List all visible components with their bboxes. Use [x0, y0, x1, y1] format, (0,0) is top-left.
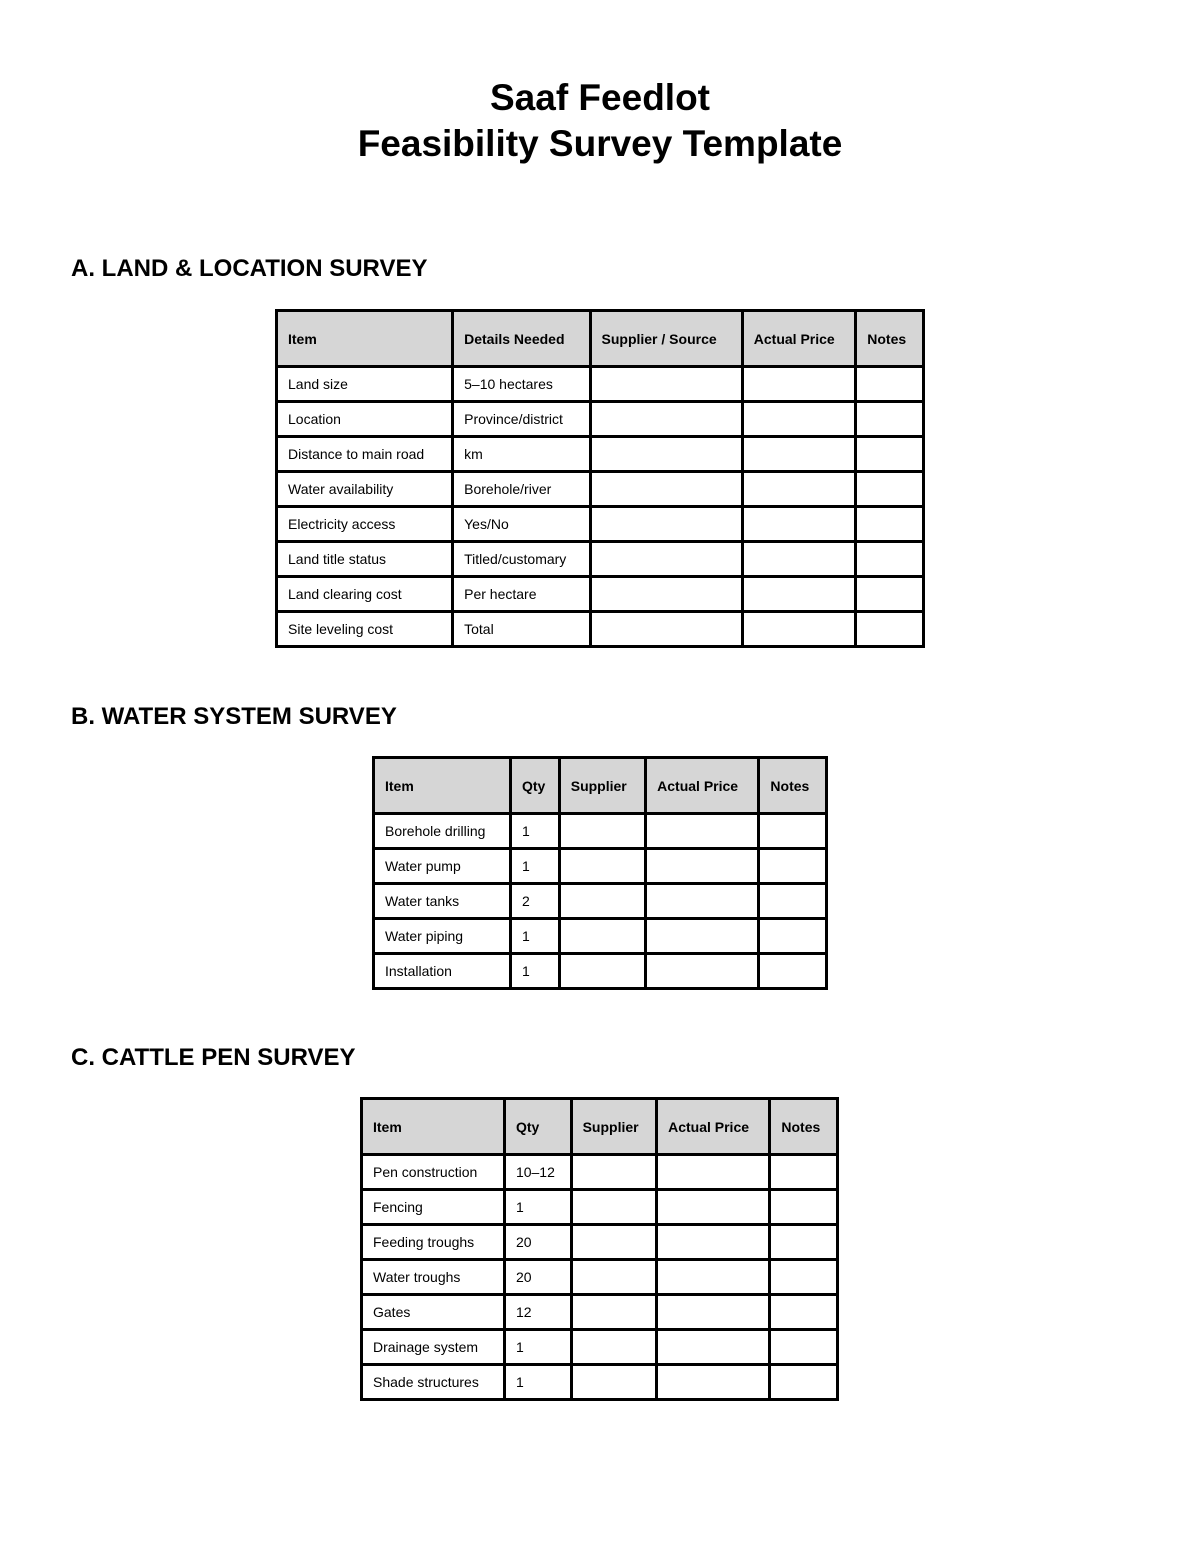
column-header: Item	[374, 758, 511, 814]
details-cell: Province/district	[453, 402, 590, 437]
qty-cell: 1	[510, 849, 559, 884]
price-cell[interactable]	[742, 367, 856, 402]
supplier-cell[interactable]	[559, 814, 645, 849]
document-title: Saaf Feedlot	[490, 77, 710, 118]
price-cell[interactable]	[657, 1365, 770, 1400]
item-cell: Location	[277, 402, 453, 437]
column-header: Actual Price	[742, 311, 856, 367]
column-header: Notes	[759, 758, 827, 814]
water-system-table	[372, 756, 828, 990]
notes-cell[interactable]	[856, 577, 924, 612]
item-cell: Land title status	[277, 542, 453, 577]
price-cell[interactable]	[742, 507, 856, 542]
notes-cell[interactable]	[759, 849, 827, 884]
supplier-cell[interactable]	[571, 1155, 657, 1190]
supplier-cell[interactable]	[590, 437, 742, 472]
supplier-cell[interactable]	[590, 472, 742, 507]
item-cell: Borehole drilling	[374, 814, 511, 849]
supplier-cell[interactable]	[559, 919, 645, 954]
notes-cell[interactable]	[856, 367, 924, 402]
table-header-row	[374, 758, 827, 814]
item-cell: Distance to main road	[277, 437, 453, 472]
column-header: Supplier	[559, 758, 645, 814]
notes-cell[interactable]	[770, 1190, 838, 1225]
supplier-cell[interactable]	[590, 402, 742, 437]
table-row	[362, 1155, 838, 1190]
details-cell: 5–10 hectares	[453, 367, 590, 402]
notes-cell[interactable]	[759, 919, 827, 954]
column-header: Details Needed	[453, 311, 590, 367]
column-header: Supplier / Source	[590, 311, 742, 367]
table-row	[362, 1190, 838, 1225]
qty-cell: 1	[510, 814, 559, 849]
table-row	[277, 402, 924, 437]
column-header: Notes	[770, 1099, 838, 1155]
notes-cell[interactable]	[759, 954, 827, 989]
table-row	[374, 919, 827, 954]
price-cell[interactable]	[646, 919, 759, 954]
table-row	[374, 884, 827, 919]
supplier-cell[interactable]	[571, 1365, 657, 1400]
table-row	[374, 849, 827, 884]
supplier-cell[interactable]	[559, 954, 645, 989]
notes-cell[interactable]	[856, 542, 924, 577]
item-cell: Feeding troughs	[362, 1225, 505, 1260]
item-cell: Shade structures	[362, 1365, 505, 1400]
item-cell: Water tanks	[374, 884, 511, 919]
column-header: Qty	[504, 1099, 571, 1155]
table-row	[277, 542, 924, 577]
price-cell[interactable]	[742, 577, 856, 612]
notes-cell[interactable]	[770, 1295, 838, 1330]
supplier-cell[interactable]	[590, 507, 742, 542]
price-cell[interactable]	[742, 612, 856, 647]
notes-cell[interactable]	[759, 814, 827, 849]
notes-cell[interactable]	[770, 1330, 838, 1365]
price-cell[interactable]	[742, 402, 856, 437]
table-row	[277, 472, 924, 507]
item-cell: Water piping	[374, 919, 511, 954]
details-cell: Borehole/river	[453, 472, 590, 507]
column-header: Supplier	[571, 1099, 657, 1155]
table-row	[362, 1295, 838, 1330]
supplier-cell[interactable]	[571, 1260, 657, 1295]
item-cell: Water availability	[277, 472, 453, 507]
qty-cell: 10–12	[504, 1155, 571, 1190]
notes-cell[interactable]	[770, 1155, 838, 1190]
qty-cell: 20	[504, 1225, 571, 1260]
item-cell: Water troughs	[362, 1260, 505, 1295]
item-cell: Installation	[374, 954, 511, 989]
price-cell[interactable]	[742, 542, 856, 577]
column-header: Item	[277, 311, 453, 367]
qty-cell: 1	[504, 1365, 571, 1400]
details-cell: Total	[453, 612, 590, 647]
column-header: Item	[362, 1099, 505, 1155]
item-cell: Water pump	[374, 849, 511, 884]
price-cell[interactable]	[742, 472, 856, 507]
column-header: Notes	[856, 311, 924, 367]
notes-cell[interactable]	[770, 1225, 838, 1260]
table-row	[362, 1225, 838, 1260]
notes-cell[interactable]	[759, 884, 827, 919]
column-header: Actual Price	[657, 1099, 770, 1155]
table-row	[374, 814, 827, 849]
column-header: Qty	[510, 758, 559, 814]
price-cell[interactable]	[742, 437, 856, 472]
qty-cell: 1	[510, 954, 559, 989]
price-cell[interactable]	[646, 849, 759, 884]
item-cell: Gates	[362, 1295, 505, 1330]
qty-cell: 20	[504, 1260, 571, 1295]
table-row	[362, 1365, 838, 1400]
qty-cell: 1	[504, 1190, 571, 1225]
supplier-cell[interactable]	[571, 1330, 657, 1365]
item-cell: Drainage system	[362, 1330, 505, 1365]
price-cell[interactable]	[646, 814, 759, 849]
price-cell[interactable]	[657, 1155, 770, 1190]
item-cell: Site leveling cost	[277, 612, 453, 647]
details-cell: Titled/customary	[453, 542, 590, 577]
supplier-cell[interactable]	[571, 1190, 657, 1225]
item-cell: Fencing	[362, 1190, 505, 1225]
notes-cell[interactable]	[770, 1365, 838, 1400]
supplier-cell[interactable]	[590, 577, 742, 612]
supplier-cell[interactable]	[559, 884, 645, 919]
supplier-cell[interactable]	[559, 849, 645, 884]
item-cell: Pen construction	[362, 1155, 505, 1190]
table-header-row	[362, 1099, 838, 1155]
qty-cell: 1	[510, 919, 559, 954]
table-row	[362, 1260, 838, 1295]
table-row	[374, 954, 827, 989]
water-system-heading: B. WATER SYSTEM SURVEY	[71, 703, 397, 730]
item-cell: Land clearing cost	[277, 577, 453, 612]
item-cell: Land size	[277, 367, 453, 402]
table-header-row	[277, 311, 924, 367]
qty-cell: 12	[504, 1295, 571, 1330]
cattle-pen-table	[360, 1097, 839, 1401]
notes-cell[interactable]	[856, 402, 924, 437]
cattle-pen-heading: C. CATTLE PEN SURVEY	[71, 1044, 356, 1071]
price-cell[interactable]	[657, 1190, 770, 1225]
price-cell[interactable]	[657, 1225, 770, 1260]
price-cell[interactable]	[657, 1295, 770, 1330]
price-cell[interactable]	[646, 884, 759, 919]
item-cell: Electricity access	[277, 507, 453, 542]
details-cell: Yes/No	[453, 507, 590, 542]
price-cell[interactable]	[657, 1330, 770, 1365]
supplier-cell[interactable]	[590, 367, 742, 402]
column-header: Actual Price	[646, 758, 759, 814]
qty-cell: 2	[510, 884, 559, 919]
details-cell: Per hectare	[453, 577, 590, 612]
notes-cell[interactable]	[856, 507, 924, 542]
land-location-heading: A. LAND & LOCATION SURVEY	[71, 255, 428, 282]
table-row	[277, 507, 924, 542]
qty-cell: 1	[504, 1330, 571, 1365]
details-cell: km	[453, 437, 590, 472]
document-subtitle: Feasibility Survey Template	[357, 123, 843, 164]
supplier-cell[interactable]	[571, 1295, 657, 1330]
table-row	[362, 1330, 838, 1365]
price-cell[interactable]	[646, 954, 759, 989]
notes-cell[interactable]	[770, 1260, 838, 1295]
table-row	[277, 437, 924, 472]
supplier-cell[interactable]	[590, 612, 742, 647]
notes-cell[interactable]	[856, 612, 924, 647]
notes-cell[interactable]	[856, 472, 924, 507]
price-cell[interactable]	[657, 1260, 770, 1295]
table-row	[277, 612, 924, 647]
supplier-cell[interactable]	[590, 542, 742, 577]
notes-cell[interactable]	[856, 437, 924, 472]
table-row	[277, 367, 924, 402]
land-location-table	[275, 309, 925, 648]
table-row	[277, 577, 924, 612]
supplier-cell[interactable]	[571, 1225, 657, 1260]
